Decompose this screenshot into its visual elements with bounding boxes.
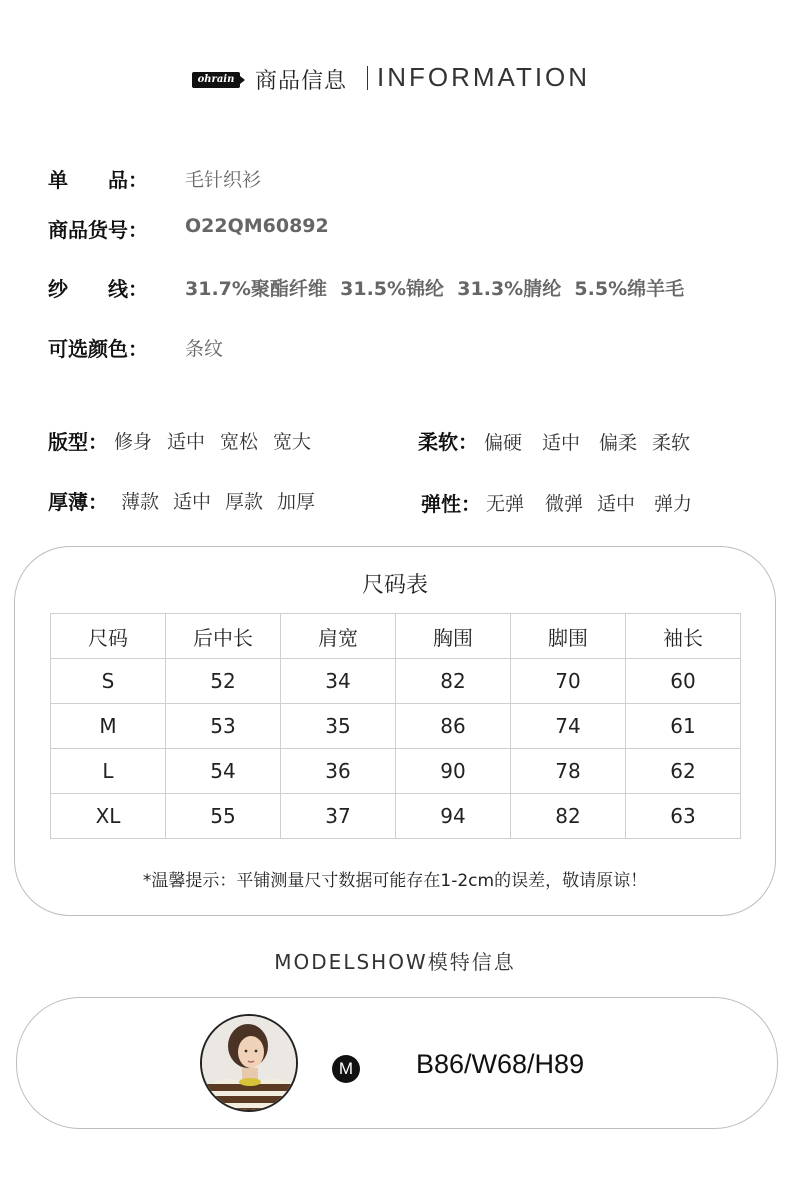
info-label-item: 单 品： [48, 168, 148, 192]
header-title-en: INFORMATION [377, 62, 591, 92]
attr-option-elasticity: 无弹 [486, 493, 525, 515]
attr-option-softness: 柔软 [652, 432, 691, 454]
attr-label-softness: 柔软： [418, 430, 478, 454]
attr-option-thickness: 厚款 [225, 491, 264, 513]
model-measurements: B86/W68/H89 [416, 1049, 585, 1079]
size-table-cell: 61 [626, 704, 741, 749]
size-chart-note: *温馨提示：平铺测量尺寸数据可能存在1-2cm的误差，敬请原谅！ [142, 871, 648, 891]
attr-option-elasticity-selected: 微弹 [545, 489, 583, 516]
size-table-header-row [51, 614, 741, 659]
info-label-sku: 商品货号： [48, 218, 148, 242]
size-chart-title: 尺码表 [361, 573, 428, 598]
info-value-color: 条纹 [185, 338, 224, 360]
size-table-header: 胸围 [396, 614, 511, 659]
attr-option-softness: 偏柔 [599, 432, 638, 454]
info-label-yarn: 纱 线： [48, 277, 148, 301]
size-table-header: 尺码 [51, 614, 166, 659]
attr-option-thickness-selected: 适中 [173, 487, 211, 514]
size-table-cell: XL [51, 794, 166, 839]
size-table-cell: 53 [166, 704, 281, 749]
header-title-cn: 商品信息 [255, 69, 348, 94]
info-label-color: 可选颜色： [48, 337, 148, 361]
size-table-row [51, 659, 741, 704]
size-table-cell: 34 [281, 659, 396, 704]
size-table-header: 后中长 [166, 614, 281, 659]
size-table-cell: 70 [511, 659, 626, 704]
attr-label-fit: 版型： [48, 430, 108, 454]
model-portrait-image [202, 1016, 298, 1112]
attr-option-elasticity: 适中 [597, 493, 636, 515]
size-table-cell: 37 [281, 794, 396, 839]
size-table-cell: 94 [396, 794, 511, 839]
size-table-cell: 78 [511, 749, 626, 794]
attr-option-softness-selected: 适中 [542, 428, 580, 455]
size-table-row [51, 749, 741, 794]
size-table-header: 脚围 [511, 614, 626, 659]
size-table-cell: M [51, 704, 166, 749]
model-section-title: MODELSHOW模特信息 [274, 950, 516, 974]
attr-option-fit: 宽松 [220, 431, 259, 453]
size-table-cell: L [51, 749, 166, 794]
size-table-cell: 90 [396, 749, 511, 794]
attr-option-softness: 偏硬 [484, 432, 523, 454]
size-table-row [51, 704, 741, 749]
attr-option-fit: 修身 [114, 431, 153, 453]
attr-option-thickness: 薄款 [121, 491, 160, 513]
model-info-panel [16, 997, 778, 1129]
page-header [0, 60, 790, 96]
size-table-cell: 63 [626, 794, 741, 839]
brand-logo: ohrain [192, 72, 240, 88]
attr-option-thickness: 加厚 [277, 491, 316, 513]
logo-arrow-icon [240, 76, 245, 84]
size-table-cell: 54 [166, 749, 281, 794]
info-value-yarn: 31.7%聚酯纤维 31.5%锦纶 31.3%腈纶 5.5%绵羊毛 [185, 278, 685, 300]
size-table-cell: 74 [511, 704, 626, 749]
size-table-cell: 35 [281, 704, 396, 749]
size-table-cell: 62 [626, 749, 741, 794]
size-table-row [51, 794, 741, 839]
model-avatar [200, 1014, 298, 1112]
header-divider [367, 66, 368, 90]
size-table-header: 袖长 [626, 614, 741, 659]
size-table-cell: 82 [396, 659, 511, 704]
size-table-cell: 55 [166, 794, 281, 839]
info-value-item: 毛针织衫 [185, 169, 262, 191]
size-table-cell: 36 [281, 749, 396, 794]
size-table-cell: 60 [626, 659, 741, 704]
attr-label-elasticity: 弹性： [421, 492, 481, 516]
attr-label-thickness: 厚薄： [48, 490, 108, 514]
size-table-cell: 82 [511, 794, 626, 839]
attr-option-elasticity: 弹力 [654, 493, 693, 515]
model-size-badge: M [332, 1055, 360, 1083]
attr-option-fit: 宽大 [273, 431, 312, 453]
size-table [50, 613, 741, 839]
size-table-cell: 52 [166, 659, 281, 704]
size-table-cell: 86 [396, 704, 511, 749]
size-table-header: 肩宽 [281, 614, 396, 659]
info-value-sku: O22QM60892 [185, 215, 329, 237]
size-table-cell: S [51, 659, 166, 704]
attr-option-fit-selected: 适中 [167, 427, 205, 454]
